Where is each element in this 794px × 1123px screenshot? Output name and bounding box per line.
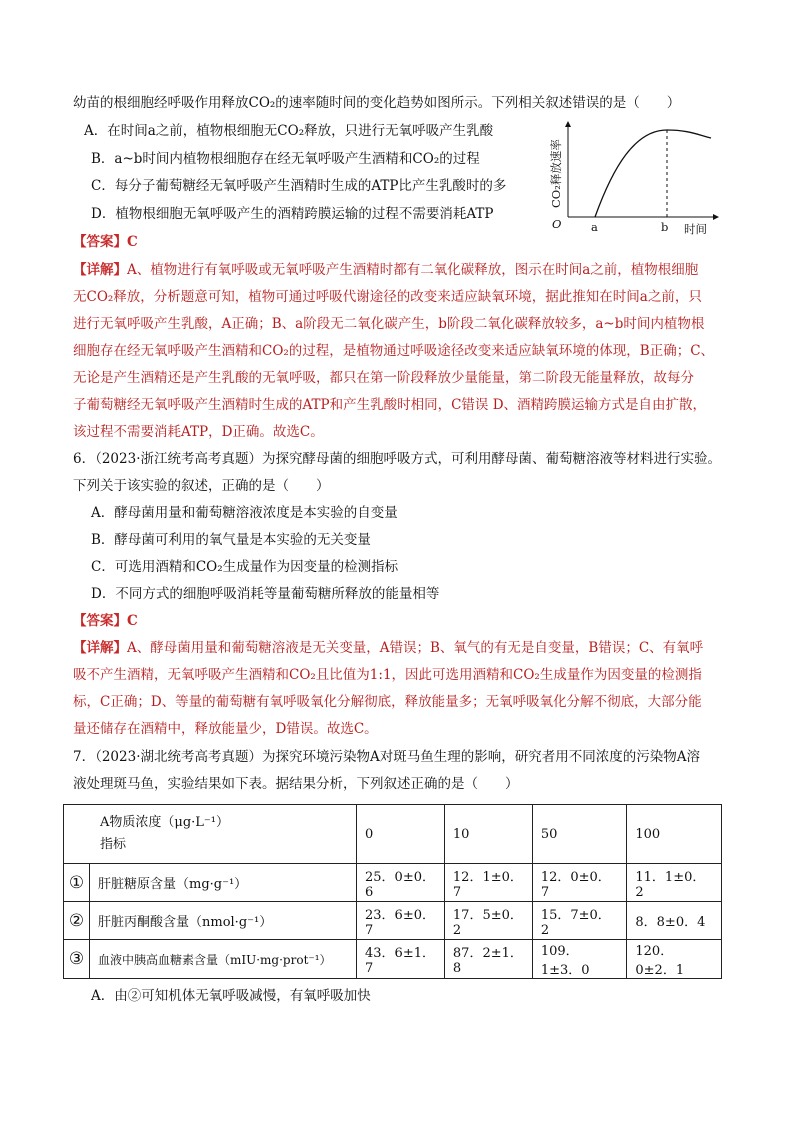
q7-option-a: A．由②可知机体无氧呼吸减慢，有氧呼吸加快 xyxy=(91,988,371,1004)
x-axis-label: 时间 xyxy=(684,222,707,236)
q6-option-b: B．酵母菌可利用的氧气量是本实验的无关变量 xyxy=(91,532,371,548)
table-cell: 25．0±0．6 xyxy=(357,864,445,902)
q5-option-c: C．每分子葡萄糖经无氧呼吸产生酒精时生成的ATP比产生乳酸时的多 xyxy=(91,178,507,194)
q5-explain-line-7: 该过程不需要消耗ATP，D正确。故选C。 xyxy=(73,424,324,440)
q7-stem-line-2: 液处理斑马鱼，实验结果如下表。据结果分析，下列叙述正确的是（ ） xyxy=(73,776,519,792)
table-cell: 12．0±0．7 xyxy=(532,864,627,902)
q5-explain-line-4: 细胞存在经无氧呼吸产生酒精和CO₂的过程，是植物通过呼吸途径改变来适应缺氧环境的体现，B正确；C、 xyxy=(73,343,715,359)
y-axis-label: CO₂释放速率 xyxy=(549,139,563,208)
q6-explain-line-3: 标，C正确；D、等量的葡萄糖有氧呼吸氧化分解彻底，释放能量多；无氧呼吸氧化分解不彻底，大部分能 xyxy=(73,694,702,710)
table-cell: 12．1±0．7 xyxy=(444,864,532,902)
table-cell: 23．6±0．7 xyxy=(357,902,445,940)
q5-option-b: B．a~b时间内植物根细胞存在经无氧呼吸产生酒精和CO₂的过程 xyxy=(91,151,480,167)
table-cell: 15．7±0．2 xyxy=(532,902,627,940)
row-label: 肝脏丙酮酸含量（nmol·g⁻¹） xyxy=(90,902,357,940)
q6-option-a: A．酵母菌用量和葡萄糖溶液浓度是本实验的自变量 xyxy=(91,505,398,521)
q5-stem: 幼苗的根细胞经呼吸作用释放CO₂的速率随时间的变化趋势如图所示。下列相关叙述错误的是（ ） xyxy=(73,95,681,111)
table-row xyxy=(64,864,722,902)
row-label: 肝脏糖原含量（mg·g⁻¹） xyxy=(90,864,357,902)
table-cell: 120．0±2．1 xyxy=(627,940,722,979)
table-cell: 8．8±0．4 xyxy=(627,902,722,940)
origin-label: O xyxy=(552,217,562,231)
q5-explain-line-1: 【详解】A、植物进行有氧呼吸或无氧呼吸产生酒精时都有二氧化碳释放，图示在时间a之前，植物根细胞 xyxy=(73,262,699,278)
q7-stem-line-1: 7．（2023·湖北统考高考真题）为探究环境污染物A对斑马鱼生理的影响，研究者用不同浓度的污染物A溶 xyxy=(73,749,700,765)
co2-release-chart xyxy=(546,120,721,240)
column-header-10: 10 xyxy=(444,805,532,864)
x-tick-a: a xyxy=(591,220,598,234)
q5-explain-line-2: 无CO₂释放，分析题意可知，植物可通过呼吸代谢途径的改变来适应缺氧环境，据此推知在时间a之前，只 xyxy=(73,289,702,305)
table-header-row xyxy=(64,805,722,864)
q5-explain-line-6: 子葡萄糖经无氧呼吸产生酒精时生成的ATP和产生乳酸时相同，C错误 D、酒精跨膜运输方式是自由扩散， xyxy=(73,397,707,413)
q6-option-c: C．可选用酒精和CO₂生成量作为因变量的检测指标 xyxy=(91,559,399,575)
q6-answer: 【答案】C xyxy=(73,613,138,629)
q6-option-d: D．不同方式的细胞呼吸消耗等量葡萄糖所释放的能量相等 xyxy=(91,586,440,602)
q5-option-a: A．在时间a之前，植物根细胞无CO₂释放，只进行无氧呼吸产生乳酸 xyxy=(84,123,494,139)
q6-stem-line-1: 6．（2023·浙江统考高考真题）为探究酵母菌的细胞呼吸方式，可利用酵母菌、葡萄糖溶液等材料进行实验。 xyxy=(73,451,721,467)
q5-option-d: D．植物根细胞无氧呼吸产生的酒精跨膜运输的过程不需要消耗ATP xyxy=(91,206,494,222)
row-number: ③ xyxy=(64,940,90,979)
column-header-50: 50 xyxy=(532,805,627,864)
row-number: ② xyxy=(64,902,90,940)
column-header-0: 0 xyxy=(357,805,445,864)
table-cell: 43．6±1．7 xyxy=(357,940,445,979)
x-tick-b: b xyxy=(661,220,669,234)
table-cell: 109．1±3．0 xyxy=(532,940,627,979)
co2-curve xyxy=(595,130,711,217)
table-cell: 11．1±0．2 xyxy=(627,864,722,902)
column-header-100: 100 xyxy=(627,805,722,864)
header-concentration: A物质浓度（μg·L⁻¹） xyxy=(100,815,229,830)
row-number: ① xyxy=(64,864,90,902)
table-header-cell xyxy=(64,805,357,864)
row-label: 血液中胰高血糖素含量（mIU·mg·prot⁻¹） xyxy=(90,940,357,979)
q6-explain-line-1: 【详解】A、酵母菌用量和葡萄糖溶液是无关变量，A错误；B、氧气的有无是自变量，B错误；C、有氧呼 xyxy=(73,640,704,656)
q6-explain-line-2: 吸不产生酒精，无氧呼吸产生酒精和CO₂且比值为1:1，因此可选用酒精和CO₂生成量作为因变量的检测指 xyxy=(73,667,702,683)
pollutant-result-table xyxy=(63,804,722,979)
table-cell: 87．2±1．8 xyxy=(444,940,532,979)
q5-answer: 【答案】C xyxy=(73,234,138,250)
q6-stem-line-2: 下列关于该实验的叙述，正确的是（ ） xyxy=(73,478,330,494)
table-row xyxy=(64,940,722,979)
q6-explain-line-4: 量还储存在酒精中，释放能量少，D错误。故选C。 xyxy=(73,721,378,737)
q5-explain-line-3: 进行无氧呼吸产生乳酸，A正确；B、a阶段无二氧化碳产生，b阶段二氧化碳释放较多，a~b时间内植物根 xyxy=(73,316,705,332)
header-indicator: 指标 xyxy=(100,837,127,852)
q5-explain-line-5: 无论是产生酒精还是产生乳酸的无氧呼吸，都只在第一阶段释放少量能量，第二阶段无能量释放，故每分 xyxy=(73,370,694,386)
table-cell: 17．5±0．2 xyxy=(444,902,532,940)
table-row xyxy=(64,902,722,940)
